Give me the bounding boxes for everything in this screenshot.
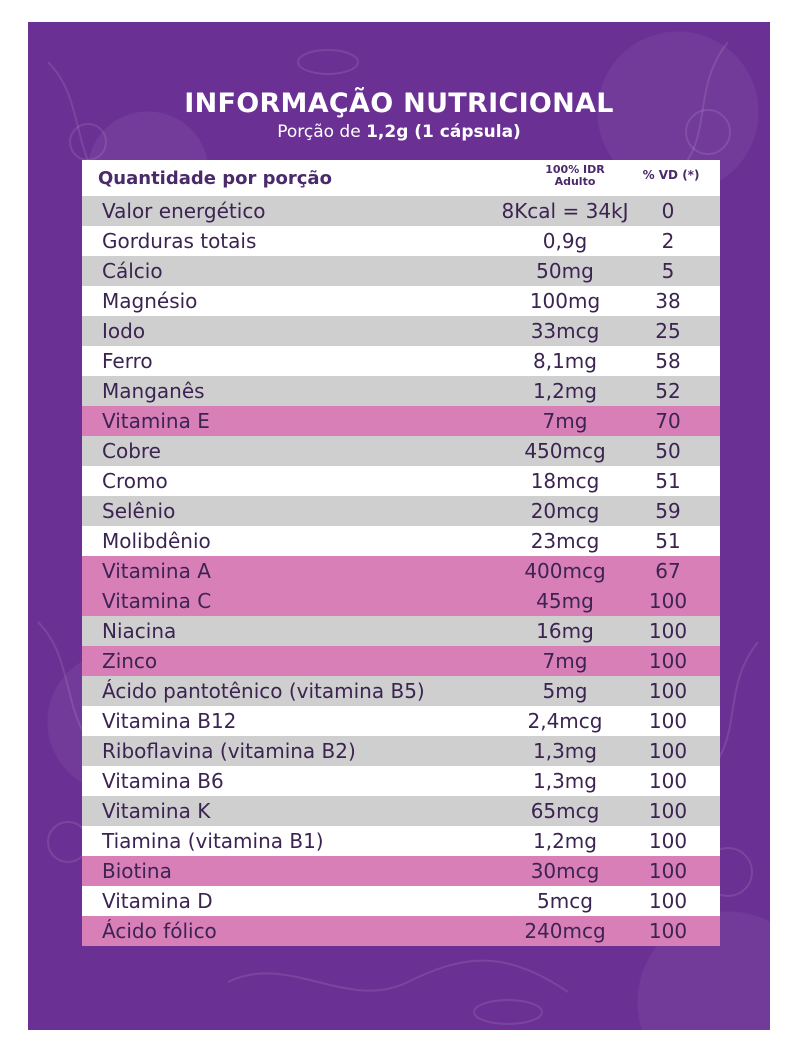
nutrient-vd: 38 [655,289,681,313]
table-row [82,586,720,616]
nutrient-amount: 16mg [536,619,594,643]
nutrient-amount: 5mg [542,679,588,703]
nutrient-vd: 5 [661,259,675,283]
nutrient-name: Iodo [102,319,146,343]
nutrient-amount: 65mcg [530,799,600,823]
nutrient-amount: 100mg [529,289,601,313]
table-row [82,826,720,856]
nutrient-vd: 100 [648,919,688,943]
table-body [82,196,720,946]
nutrient-name: Niacina [102,619,177,643]
table-row [82,256,720,286]
nutrient-amount: 20mcg [530,499,600,523]
nutrient-amount: 45mg [536,589,594,613]
nutrient-amount: 1,3mg [533,739,597,763]
nutrient-amount: 8Kcal = 34kJ [501,199,629,223]
nutrient-name: Riboflavina (vitamina B2) [102,739,356,763]
nutrient-name: Manganês [102,379,205,403]
nutrient-name: Gorduras totais [102,229,257,253]
serving-prefix: Porção de [277,122,361,142]
nutrient-name: Vitamina K [102,799,211,823]
nutrient-amount: 240mcg [524,919,606,943]
table-row [82,436,720,466]
nutrient-vd: 100 [648,709,688,733]
nutrient-vd: 100 [648,739,688,763]
nutrient-name: Zinco [102,649,158,673]
nutrient-name: Magnésio [102,289,198,313]
table-row [82,496,720,526]
nutrient-name: Vitamina D [102,889,213,913]
table-row [82,916,720,946]
nutrient-amount: 400mcg [524,559,606,583]
nutrient-vd: 25 [655,319,681,343]
serving-amount: 1,2g (1 cápsula) [366,122,521,142]
table-row [82,346,720,376]
table-row [82,316,720,346]
nutrient-amount: 0,9g [542,229,588,253]
nutrient-name: Ácido pantotênico (vitamina B5) [102,679,425,703]
nutrient-name: Cálcio [102,259,163,283]
nutrient-name: Biotina [102,859,172,883]
table-row [82,766,720,796]
table-row [82,406,720,436]
nutrient-vd: 100 [648,859,688,883]
nutrient-amount: 33mcg [530,319,600,343]
nutrient-vd: 100 [648,769,688,793]
header-quantity: Quantidade por porção [98,168,332,189]
nutrient-amount: 2,4mcg [527,709,603,733]
nutrient-amount: 1,2mg [533,829,597,853]
nutrient-amount: 1,3mg [533,769,597,793]
nutrient-amount: 7mg [542,409,588,433]
nutrient-vd: 100 [648,799,688,823]
nutrient-vd: 51 [655,469,681,493]
table-row [82,556,720,586]
nutrient-vd: 100 [648,649,688,673]
nutrient-vd: 59 [655,499,681,523]
table-row [82,886,720,916]
nutrient-vd: 100 [648,829,688,853]
nutrient-amount: 8,1mg [533,349,597,373]
table-row [82,646,720,676]
nutrient-vd: 2 [661,229,675,253]
table-row [82,526,720,556]
header-idr [520,164,630,188]
nutrient-amount: 1,2mg [533,379,597,403]
table-row [82,376,720,406]
nutrient-amount: 18mcg [530,469,600,493]
nutrient-vd: 58 [655,349,681,373]
header-idr-line1: 100% IDR [545,163,605,176]
table-row [82,796,720,826]
table-row [82,196,720,226]
nutrient-name: Vitamina C [102,589,212,613]
nutrient-vd: 100 [648,589,688,613]
table-row [82,856,720,886]
nutrient-name: Vitamina B12 [102,709,237,733]
table-header [82,160,720,196]
serving-size [28,122,770,142]
nutrient-amount: 30mcg [530,859,600,883]
nutrient-name: Valor energético [102,199,266,223]
nutrient-vd: 52 [655,379,681,403]
nutrient-vd: 51 [655,529,681,553]
nutrient-vd: 100 [648,619,688,643]
nutrient-name: Tiamina (vitamina B1) [102,829,324,853]
nutrient-name: Selênio [102,499,176,523]
table-row [82,736,720,766]
nutrient-vd: 100 [648,889,688,913]
nutrient-amount: 23mcg [530,529,600,553]
nutrient-amount: 50mg [536,259,594,283]
nutrient-name: Ferro [102,349,153,373]
nutrient-name: Ácido fólico [102,919,217,943]
nutrient-name: Cromo [102,469,168,493]
nutrient-name: Molibdênio [102,529,211,553]
nutrient-amount: 450mcg [524,439,606,463]
header-vd: % VD (*) [642,168,700,182]
nutrient-vd: 67 [655,559,681,583]
nutrient-vd: 100 [648,679,688,703]
nutrient-name: Vitamina B6 [102,769,224,793]
header-idr-line2: Adulto [554,175,596,188]
nutrient-vd: 50 [655,439,681,463]
nutrient-amount: 7mg [542,649,588,673]
nutrient-amount: 5mcg [537,889,593,913]
nutrient-vd: 70 [655,409,681,433]
nutrient-name: Cobre [102,439,161,463]
nutrient-name: Vitamina A [102,559,211,583]
table-row [82,226,720,256]
nutrition-table [82,160,720,946]
table-row [82,676,720,706]
table-row [82,466,720,496]
table-row [82,706,720,736]
nutrient-name: Vitamina E [102,409,210,433]
page-title: INFORMAÇÃO NUTRICIONAL [184,88,614,119]
table-row [82,616,720,646]
table-row [82,286,720,316]
nutrient-vd: 0 [661,199,675,223]
